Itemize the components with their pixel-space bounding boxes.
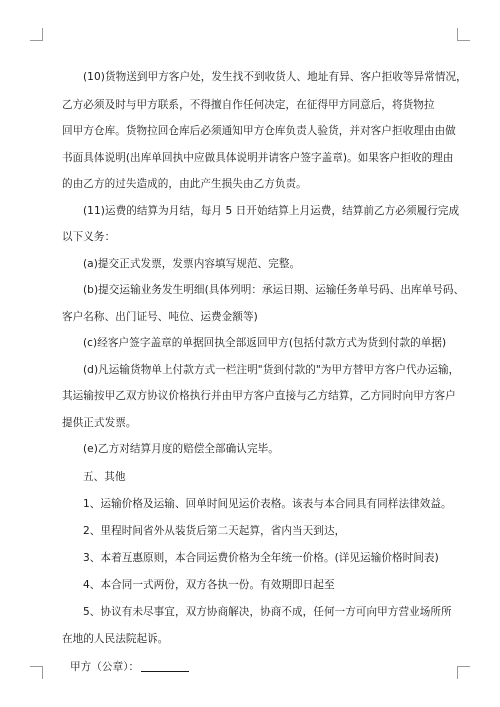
list-item: 5、协议有未尽事宜，双方协商解决，协商不成，任何一方可向甲方营业场所所 [83,606,452,618]
signature-blank-line [141,660,189,672]
paragraph-line: 书面具体说明(出库单回执中应做具体说明并请客户签字盖章)。如果客户拒收的理由 [62,152,454,164]
paragraph-line: 以下义务： [62,231,116,243]
paragraph-line: (a)提交正式发票，发票内容填写规范、完整。 [83,258,301,270]
paragraph-line: (10)货物送到甲方客户处，发生找不到收货人、地址有异、客户拒收等异常情况， [83,71,467,83]
crop-mark-bottom-left [30,666,43,679]
paragraph-line: 的由乙方的过失造成的，由此产生损失由乙方负责。 [62,178,307,190]
paragraph-line: (e)乙方对结算月度的赔偿全部确认完毕。 [83,443,279,455]
list-item: 3、本着互惠原则，本合同运费价格为全年统一价格。(详见运输价格时间表) [83,552,439,564]
signature-label: 甲方（公章）： [70,661,140,673]
list-item: 2、里程时间省外从装货后第二天起算，省内当天到达， [83,525,346,537]
paragraph-line: (d)凡运输货物单上付款方式一栏注明"货到付款的"为甲方替甲方客户代办运输， [83,364,460,376]
paragraph-line: 客户名称、出门证号、吨位、运费金额等) [62,311,258,323]
paragraph-line: (c)经客户签字盖章的单据回执全部返回甲方(包括付款方式为货到付款的单据) [83,337,447,349]
crop-mark-top-right [457,28,470,41]
list-item: 1、运输价格及运输、回单时间见运价表格。该表与本合同具有同样法律效益。 [83,498,452,510]
paragraph-line: 其运输按甲乙双方协议价格执行并由甲方客户直接与乙方结算，乙方同时向甲方客户 [62,390,456,402]
crop-mark-top-left [30,28,43,41]
paragraph-line: 在地的人民法院起诉。 [62,633,169,645]
paragraph-line: 提供正式发票。 [62,417,137,429]
list-item: 4、本合同一式两份，双方各执一份。有效期即日起至 [83,579,335,591]
paragraph-line: 乙方必须及时与甲方联系，不得擅自作任何决定，在征得甲方同意后，将货物拉 [62,99,435,111]
section-heading: 五、其他 [83,471,126,483]
crop-mark-bottom-right [457,666,470,679]
paragraph-line: (11)运费的结算为月结，每月 5 日开始结算上月运费，结算前乙方必须履行完成 [83,205,460,217]
paragraph-line: 回甲方仓库。货物拉回仓库后必须通知甲方仓库负责人验货，并对客户拒收理由由做 [62,125,456,137]
paragraph-line: (b)提交运输业务发生明细(具体列明：承运日期、运输任务单号码、出库单号码、 [83,284,465,296]
signature-block [70,660,189,674]
